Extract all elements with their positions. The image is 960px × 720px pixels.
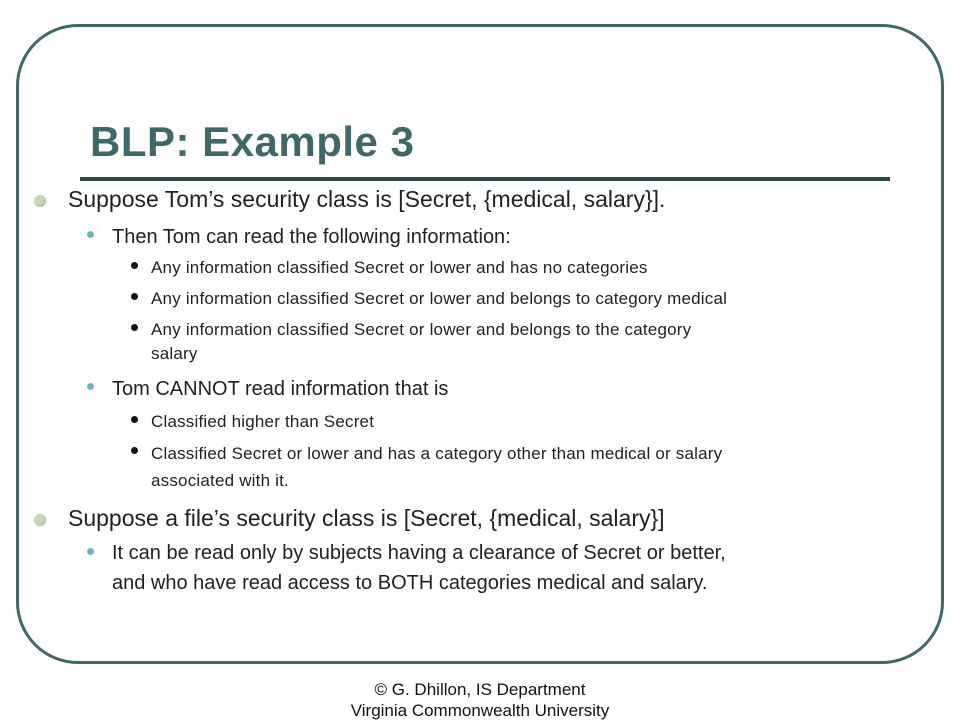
bullet-file-class: Suppose a file’s security class is [Secret, {medical, salary}] bbox=[68, 505, 665, 531]
bullet-level3-icon bbox=[131, 324, 138, 331]
bullet-level2-icon bbox=[87, 548, 94, 555]
bullet-higher-than-secret: Classified higher than Secret bbox=[151, 412, 375, 431]
bullet-category-medical: Any information classified Secret or lower and belongs to category medical bbox=[151, 289, 728, 308]
bullet-category-salary: Any information classified Secret or lower and belongs to the category bbox=[151, 320, 692, 339]
bullet-level1-icon bbox=[34, 195, 46, 207]
bullet-level2-icon bbox=[87, 383, 94, 390]
bullet-tom-class: Suppose Tom’s security class is [Secret, {medical, salary}]. bbox=[68, 186, 666, 212]
bullet-can-read: Then Tom can read the following information: bbox=[112, 226, 511, 248]
footer-copyright: © G. Dhillon, IS Department bbox=[374, 680, 586, 699]
bullet-category-salary-cont: salary bbox=[151, 344, 198, 363]
bullet-level1-icon bbox=[34, 514, 46, 526]
bullet-level3-icon bbox=[131, 416, 138, 423]
bullet-other-category-cont: associated with it. bbox=[151, 471, 289, 490]
bullet-other-category: Classified Secret or lower and has a category other than medical or salary bbox=[151, 444, 723, 463]
bullet-level3-icon bbox=[131, 262, 138, 269]
slide-title: BLP: Example 3 bbox=[90, 118, 415, 165]
bullet-read-requirement-cont: and who have read access to BOTH categories medical and salary. bbox=[112, 572, 708, 594]
bullet-cannot-read: Tom CANNOT read information that is bbox=[112, 378, 449, 400]
bullet-level3-icon bbox=[131, 293, 138, 300]
bullet-level2-icon bbox=[87, 231, 94, 238]
bullet-no-categories: Any information classified Secret or lower and has no categories bbox=[151, 258, 648, 277]
title-underline bbox=[80, 177, 890, 181]
bullet-read-requirement: It can be read only by subjects having a clearance of Secret or better, bbox=[112, 542, 726, 564]
footer-university: Virginia Commonwealth University bbox=[350, 701, 610, 720]
bullet-level3-icon bbox=[131, 447, 138, 454]
